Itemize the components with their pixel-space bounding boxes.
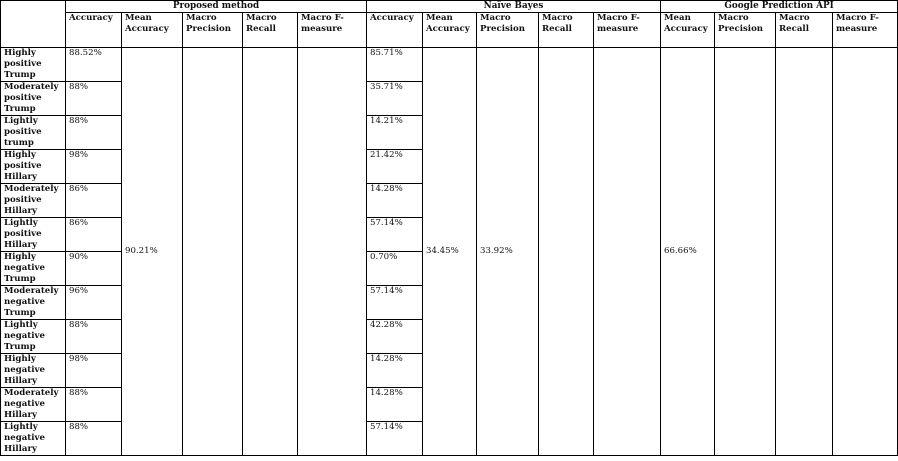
proposed-accuracy-cell: 88% — [66, 116, 122, 150]
header-proposed-mean-accuracy: Mean Accuracy — [122, 13, 183, 48]
proposed-accuracy-cell: 90% — [66, 252, 122, 286]
row-label: Lightly positive Hillary — [1, 218, 66, 252]
group-header-google: Google Prediction API — [661, 1, 898, 13]
proposed-macro-fmeasure-cell — [298, 48, 367, 456]
group-header-row — [1, 1, 898, 13]
google-mean-accuracy-cell: 66.66% — [661, 48, 715, 456]
naive-accuracy-cell: 14.28% — [367, 184, 423, 218]
group-header-naive-bayes: Naïve Bayes — [367, 1, 661, 13]
row-label: Lightly negative Hillary — [1, 422, 66, 456]
row-label: Lightly positive trump — [1, 116, 66, 150]
header-naive-macro-recall: Macro Recall — [539, 13, 594, 48]
naive-accuracy-cell: 21.42% — [367, 150, 423, 184]
row-label: Highly negative Trump — [1, 252, 66, 286]
group-header-proposed: Proposed method — [66, 1, 367, 13]
naive-accuracy-cell: 57.14% — [367, 218, 423, 252]
naive-macro-precision-cell: 33.92% — [477, 48, 539, 456]
header-naive-macro-precision: Macro Precision — [477, 13, 539, 48]
naive-macro-recall-cell — [539, 48, 594, 456]
header-proposed-macro-recall: Macro Recall — [243, 13, 298, 48]
naive-accuracy-cell: 35.71% — [367, 82, 423, 116]
header-naive-accuracy: Accuracy — [367, 13, 423, 48]
proposed-accuracy-cell: 88% — [66, 422, 122, 456]
google-macro-recall-cell — [776, 48, 833, 456]
naive-accuracy-cell: 14.28% — [367, 388, 423, 422]
table-body — [1, 48, 898, 456]
header-google-mean-accuracy: Mean Accuracy — [661, 13, 715, 48]
header-proposed-macro-fmeasure: Macro F-measure — [298, 13, 367, 48]
row-label: Moderately negative Hillary — [1, 388, 66, 422]
row-label: Lightly negative Trump — [1, 320, 66, 354]
header-google-macro-precision: Macro Precision — [715, 13, 776, 48]
proposed-accuracy-cell: 88% — [66, 388, 122, 422]
proposed-accuracy-cell: 98% — [66, 150, 122, 184]
row-label: Highly positive Hillary — [1, 150, 66, 184]
naive-accuracy-cell: 57.14% — [367, 286, 423, 320]
row-label: Moderately positive Trump — [1, 82, 66, 116]
proposed-accuracy-cell: 86% — [66, 218, 122, 252]
row-label: Moderately negative Trump — [1, 286, 66, 320]
proposed-accuracy-cell: 88% — [66, 82, 122, 116]
naive-accuracy-cell: 0.70% — [367, 252, 423, 286]
header-google-macro-fmeasure: Macro F-measure — [833, 13, 898, 48]
metric-header-row — [1, 13, 898, 48]
proposed-macro-precision-cell — [183, 48, 243, 456]
google-macro-fmeasure-cell — [833, 48, 898, 456]
naive-accuracy-cell: 14.21% — [367, 116, 423, 150]
row-label: Moderately positive Hillary — [1, 184, 66, 218]
naive-macro-fmeasure-cell — [594, 48, 661, 456]
naive-accuracy-cell: 42.28% — [367, 320, 423, 354]
proposed-accuracy-cell: 88.52% — [66, 48, 122, 82]
proposed-accuracy-cell: 98% — [66, 354, 122, 388]
header-proposed-accuracy: Accuracy — [66, 13, 122, 48]
google-macro-precision-cell — [715, 48, 776, 456]
proposed-macro-recall-cell — [243, 48, 298, 456]
header-proposed-macro-precision: Macro Precision — [183, 13, 243, 48]
proposed-accuracy-cell: 96% — [66, 286, 122, 320]
header-google-macro-recall: Macro Recall — [776, 13, 833, 48]
row-label: Highly negative Hillary — [1, 354, 66, 388]
proposed-accuracy-cell: 86% — [66, 184, 122, 218]
naive-accuracy-cell: 14.28% — [367, 354, 423, 388]
table-row — [1, 48, 898, 82]
naive-accuracy-cell: 85.71% — [367, 48, 423, 82]
header-naive-macro-fmeasure: Macro F-measure — [594, 13, 661, 48]
proposed-accuracy-cell: 88% — [66, 320, 122, 354]
corner-cell — [1, 1, 66, 48]
proposed-mean-accuracy-cell: 90.21% — [122, 48, 183, 456]
row-label: Highly positive Trump — [1, 48, 66, 82]
naive-accuracy-cell: 57.14% — [367, 422, 423, 456]
naive-mean-accuracy-cell: 34.45% — [423, 48, 477, 456]
header-naive-mean-accuracy: Mean Accuracy — [423, 13, 477, 48]
